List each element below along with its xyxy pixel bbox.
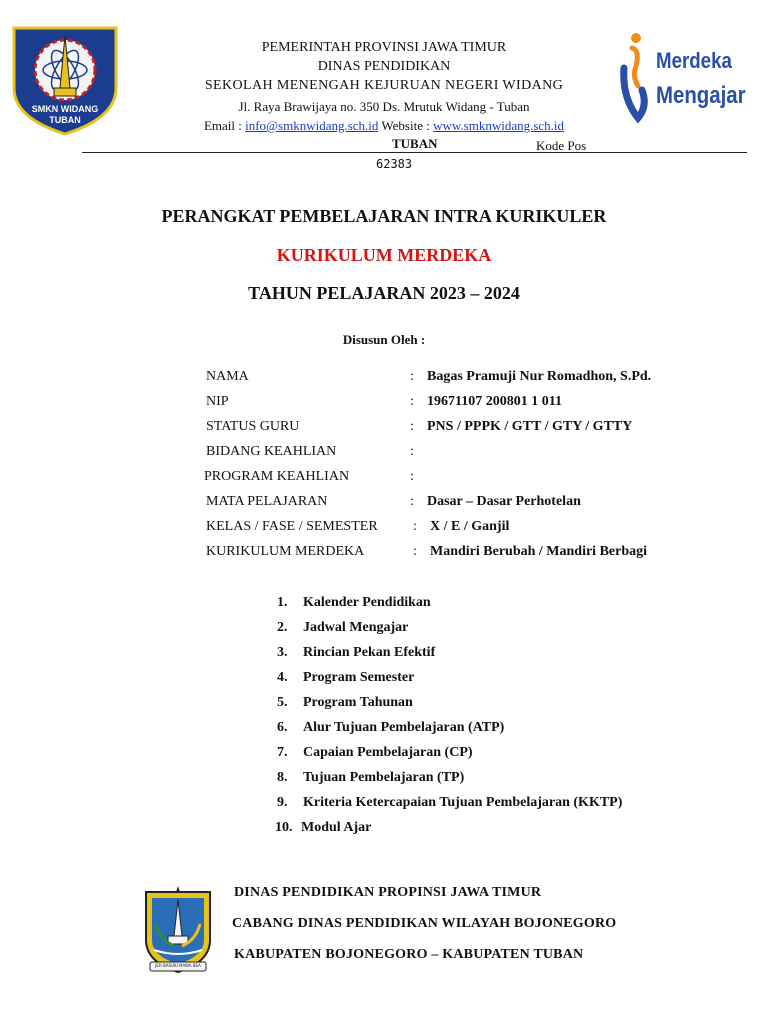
identity-label: KELAS / FASE / SEMESTER [206, 519, 378, 534]
letterhead-line3: SEKOLAH MENENGAH KEJURUAN NEGERI WIDANG [204, 78, 564, 93]
identity-row-program [0, 469, 768, 489]
list-item: 4. Program Semester [277, 670, 415, 685]
list-item: 10. Modul Ajar [275, 820, 372, 835]
letterhead-line1: PEMERINTAH PROVINSI JAWA TIMUR [261, 40, 507, 55]
identity-row-status [0, 419, 768, 439]
identity-row-nip [0, 394, 768, 414]
identity-label: BIDANG KEAHLIAN [206, 444, 337, 459]
email-label: Email : [203, 118, 246, 133]
identity-value: PNS / PPPK / GTT / GTY / GTTY [427, 419, 633, 434]
letterhead-postal-label: Kode Pos [536, 138, 587, 153]
merdeka-logo-line2: Mengajar [656, 82, 746, 109]
letterhead-contact [0, 118, 768, 134]
curriculum-title: KURIKULUM MERDEKA [276, 245, 492, 265]
identity-separator: : [410, 444, 414, 459]
list-item: 8. Tujuan Pembelajaran (TP) [277, 770, 465, 785]
letterhead-line2: DINAS PENDIDIKAN [317, 59, 451, 74]
identity-value: X / E / Ganjil [430, 519, 510, 534]
identity-label: KURIKULUM MERDEKA [206, 544, 365, 559]
emblem-motto: JER BASUKI MAWA BEA [155, 963, 201, 968]
identity-value: 19671107 200801 1 011 [427, 394, 562, 409]
identity-value: Mandiri Berubah / Mandiri Berbagi [430, 544, 648, 559]
school-logo-text-2: TUBAN [49, 115, 81, 125]
identity-separator: : [410, 469, 414, 484]
letterhead-city: TUBAN [392, 136, 438, 151]
identity-separator: : [410, 494, 414, 509]
prepared-by-label: Disusun Oleh : [342, 332, 426, 347]
identity-label: NIP [206, 394, 229, 409]
footer-line1: DINAS PENDIDIKAN PROPINSI JAWA TIMUR [234, 885, 542, 900]
identity-separator: : [410, 369, 414, 384]
list-item: 9. Kriteria Ketercapaian Tujuan Pembelajaran (KKTP) [277, 795, 623, 810]
identity-label: MATA PELAJARAN [206, 494, 328, 509]
merdeka-logo-line1: Merdeka [656, 48, 732, 73]
identity-row-name [0, 369, 768, 389]
east-java-emblem [140, 884, 216, 976]
letterhead-divider [82, 152, 747, 153]
identity-row-class [0, 519, 768, 539]
letterhead-address: Jl. Raya Brawijaya no. 350 Ds. Mrutuk Widang - Tuban [238, 99, 530, 114]
identity-separator: : [410, 394, 414, 409]
identity-separator: : [413, 544, 417, 559]
document-title: PERANGKAT PEMBELAJARAN INTRA KURIKULER [161, 206, 607, 226]
identity-row-subject [0, 494, 768, 514]
website-label: Website : [378, 118, 434, 133]
identity-value: Dasar – Dasar Perhotelan [427, 494, 581, 509]
identity-label: PROGRAM KEAHLIAN [204, 469, 350, 484]
school-logo-text-1: SMKN WIDANG [31, 104, 99, 114]
list-item: 7. Capaian Pembelajaran (CP) [277, 745, 473, 760]
list-item: 3. Rincian Pekan Efektif [277, 645, 436, 660]
academic-year: TAHUN PELAJARAN 2023 – 2024 [248, 283, 520, 303]
email-link[interactable]: info@smknwidang.sch.id [245, 118, 379, 133]
identity-separator: : [413, 519, 417, 534]
footer-line2: CABANG DINAS PENDIDIKAN WILAYAH BOJONEGORO [232, 916, 617, 931]
identity-separator: : [410, 419, 414, 434]
website-link[interactable]: www.smknwidang.sch.id [433, 118, 565, 133]
list-item: 2. Jadwal Mengajar [277, 620, 409, 635]
identity-row-field [0, 444, 768, 464]
list-item: 6. Alur Tujuan Pembelajaran (ATP) [277, 720, 505, 735]
identity-label: STATUS GURU [206, 419, 300, 434]
footer-line3: KABUPATEN BOJONEGORO – KABUPATEN TUBAN [234, 947, 584, 962]
identity-value: Bagas Pramuji Nur Romadhon, S.Pd. [427, 369, 652, 384]
identity-row-curriculum [0, 544, 768, 564]
list-item: 1. Kalender Pendidikan [277, 595, 431, 610]
identity-label: NAMA [206, 369, 249, 384]
letterhead-postal-code: 62383 [376, 157, 413, 171]
list-item: 5. Program Tahunan [277, 695, 413, 710]
